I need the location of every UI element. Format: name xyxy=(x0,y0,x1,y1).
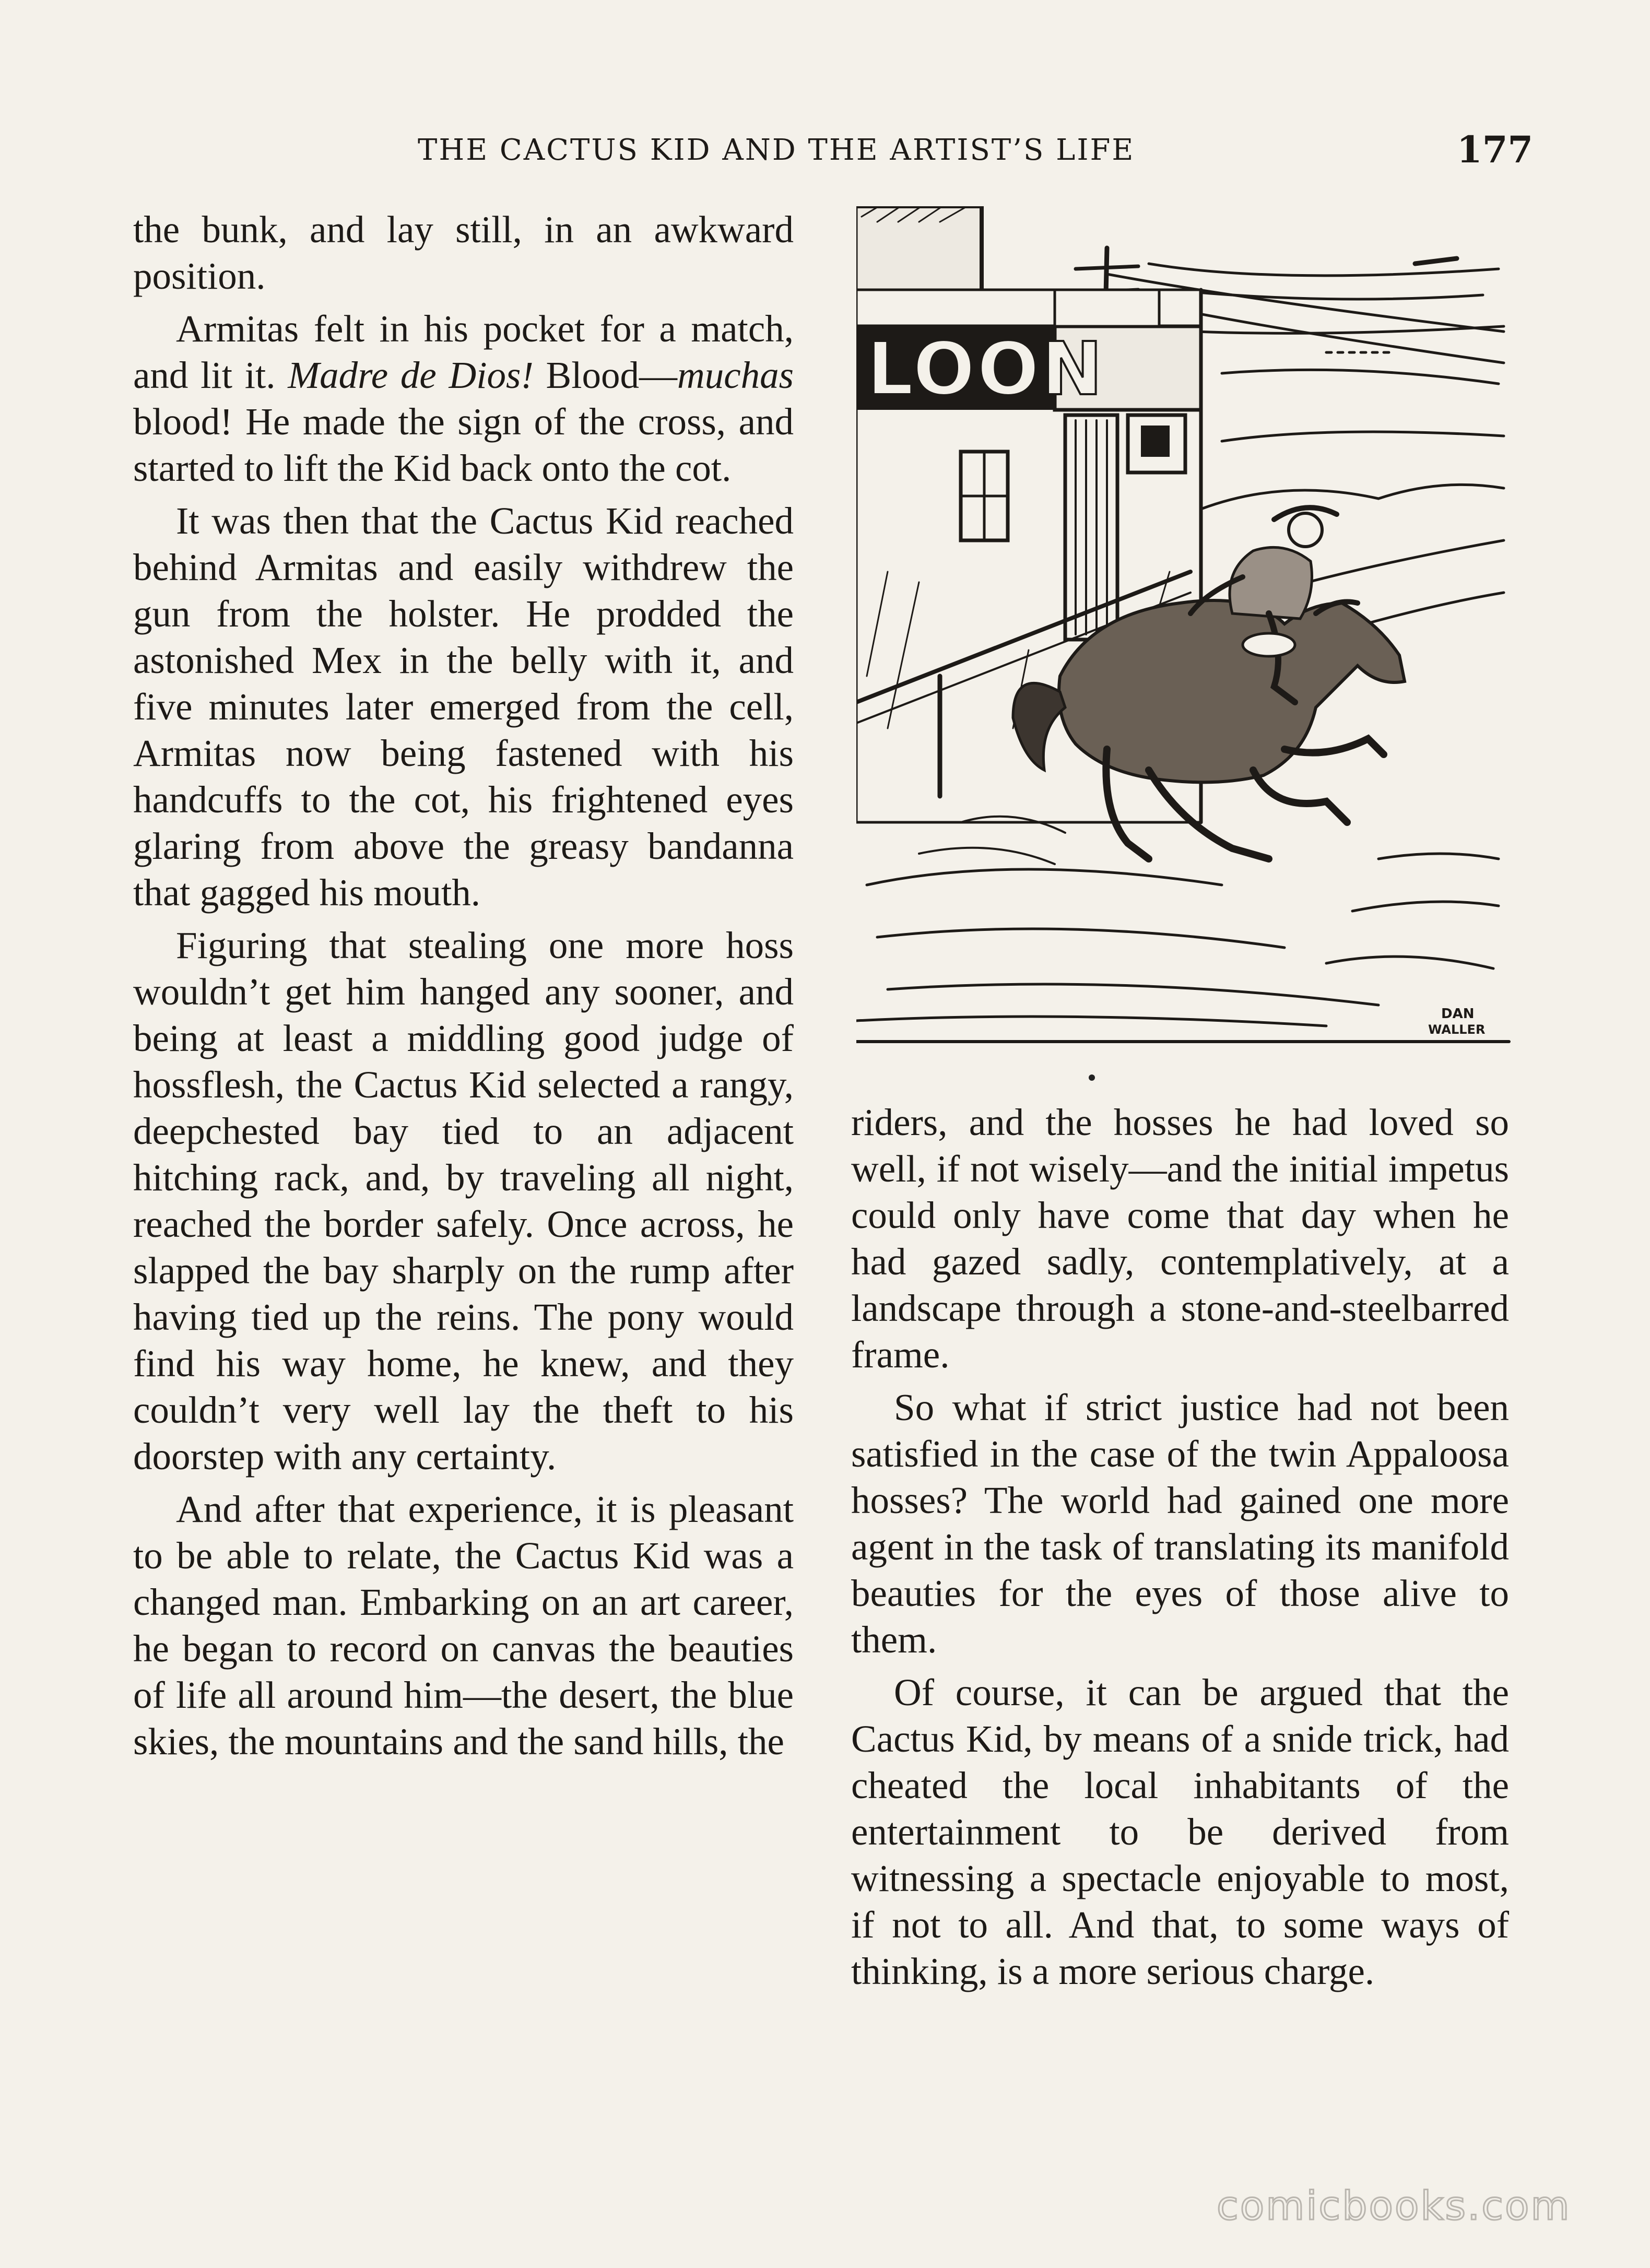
running-head: THE CACTUS KID AND THE ARTIST’S LIFE xyxy=(418,133,1135,167)
pen-drawing xyxy=(856,206,1514,1055)
paragraph-riders: riders, and the hosses he had loved so well, if not wisely—and the initial impetus could only have come that day when he had gazed sadly, contemplatively, at a landscape through a stone-and-steelbarred frame. xyxy=(851,1101,1509,1376)
artist-signature-line2: WALLER xyxy=(1428,1022,1486,1037)
italic-phrase: Madre de Dios! xyxy=(288,354,534,396)
dot-mark xyxy=(1089,1074,1095,1081)
paragraph-continued: the bunk, and lay still, in an awkward position. xyxy=(133,208,794,297)
page-number: 177 xyxy=(1457,128,1534,171)
paragraph-art-career: And after that experience, it is pleasant to be able to relate, the Cactus Kid was a changed man. Embarking on an art career, he began to record on canvas the beauties of life all around him—the desert, the blue skies, the mountains and the sand hills, the xyxy=(133,1488,794,1763)
paragraph-gun-escape: It was then that the Cactus Kid reached behind Armitas and easily withdrew the gun from the holster. He prodded the astonished Mex in the belly with it, and five minutes later emerged from the cell, Armitas now being fastened with his handcuffs to the cot, his frightened eyes glaring from above the greasy bandanna that gagged his mouth. xyxy=(133,500,794,914)
artist-signature-line1: DAN xyxy=(1441,1006,1475,1022)
italic-word: muchas xyxy=(677,354,794,396)
left-text-column xyxy=(133,206,794,1771)
right-text-column xyxy=(851,1099,1509,2001)
paragraph-stealing-hoss: Figuring that stealing one more hoss wouldn’t get him hanged any sooner, and being at least a middling good judge of hossflesh, the Cactus Kid selected a rangy, deepchested bay tied to an adjacent hitching rack, and, by traveling all night, reached the border safely. Once across, he slapped the bay sharply on the rump after having tied up the reins. The pony would find his way home, he knew, and they couldn’t very well lay the theft to his doorstep with any certainty. xyxy=(133,924,794,1478)
site-watermark: comicbooks.com xyxy=(1217,2182,1571,2229)
paragraph-armitas-match xyxy=(133,305,794,491)
paragraph-of-course: Of course, it can be argued that the Cactus Kid, by means of a snide trick, had cheated the local inhabitants of the entertainment to be derived from witnessing a spectacle enjoyable to most, if not to all. And that, to some ways of thinking, is a more serious charge. xyxy=(851,1671,1509,1992)
saloon-sign-text: LOON xyxy=(867,327,1105,412)
text-run: blood! He made the sign of the cross, and started to lift the Kid back onto the cot. xyxy=(133,400,794,489)
text-run: Armitas felt in his pocket for a match, and lit it. xyxy=(133,308,794,396)
text-run: Blood— xyxy=(533,354,677,396)
illustration-saloon-rider xyxy=(856,206,1514,1055)
paragraph-strict-justice: So what if strict justice had not been satisfied in the case of the twin Appaloosa hosses? The world had gained one more agent in the task of translating its manifold beauties for the eyes of those alive to them. xyxy=(851,1386,1509,1661)
